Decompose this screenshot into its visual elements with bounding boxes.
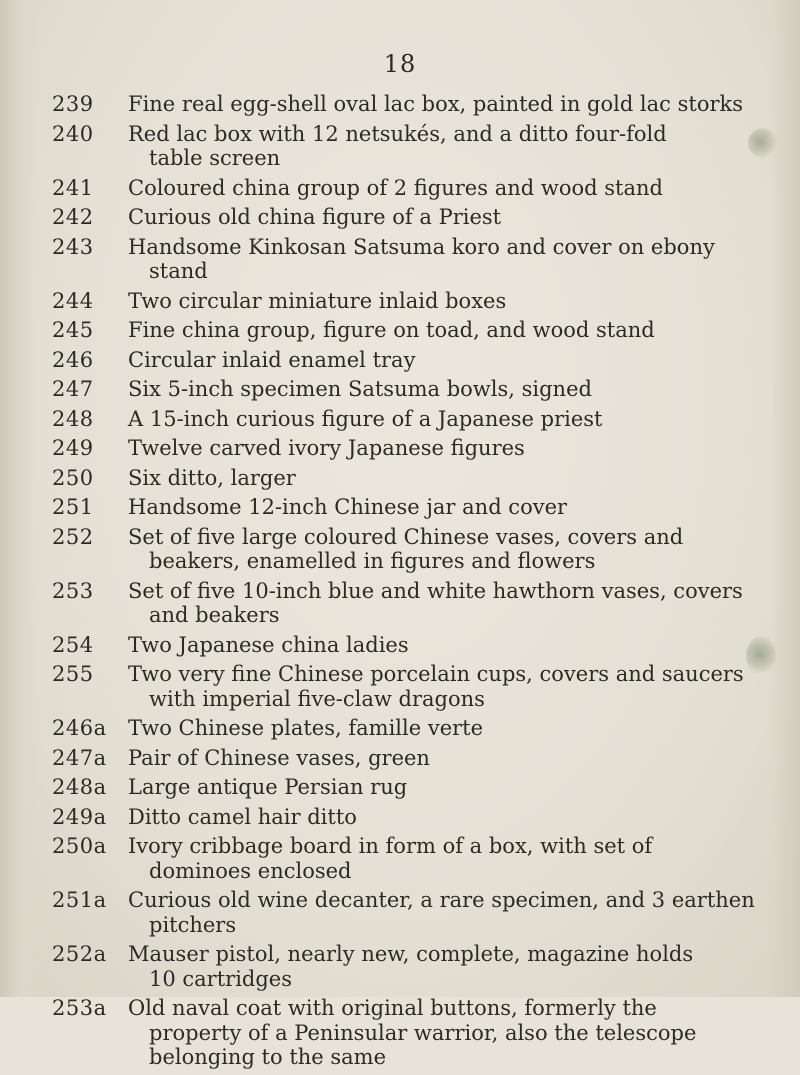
lot-entry: [52, 578, 743, 628]
lot-number: 243: [52, 234, 94, 259]
lot-description: Fine china group, figure on toad, and wood stand: [128, 318, 655, 342]
lot-description: Coloured china group of 2 figures and wood stand: [128, 175, 663, 200]
lot-number: 252: [52, 524, 94, 549]
lot-description: with imperial five-claw dragons: [149, 686, 485, 711]
lot-description: Mauser pistol, nearly new, complete, magazine holds: [128, 942, 694, 966]
lot-number: 255: [52, 662, 94, 686]
lot-description: Set of five 10-inch blue and white hawthorn vases, covers: [128, 578, 743, 603]
lot-entry: [52, 942, 712, 991]
lot-number: 247: [52, 377, 94, 401]
lot-entry: [52, 495, 712, 520]
lot-entry: [52, 318, 712, 343]
lot-description: and beakers: [149, 603, 280, 627]
lot-description: table screen: [149, 146, 281, 170]
lot-description: Pair of Chinese vases, green: [128, 745, 430, 770]
lot-description: Two circular miniature inlaid boxes: [128, 288, 507, 313]
lot-number: 248: [52, 406, 94, 431]
lot-description: A 15-inch curious figure of a Japanese priest: [128, 406, 603, 431]
lot-entry: [52, 289, 712, 314]
lot-number: 253a: [52, 996, 107, 1020]
lot-number: 253: [52, 578, 94, 603]
paper-stain: [746, 636, 776, 676]
lot-description: pitchers: [149, 912, 237, 937]
lot-number: 249: [52, 436, 94, 460]
lot-entry: [52, 234, 715, 284]
lot-description: Large antique Persian rug: [128, 775, 408, 799]
lot-list: [52, 92, 755, 1075]
lot-entry: [52, 436, 712, 461]
lot-number: 240: [52, 121, 94, 146]
lot-entry: [52, 633, 712, 658]
lot-entry: [52, 92, 744, 117]
lot-description: Curious old china figure of a Priest: [128, 205, 502, 229]
lot-entry: [52, 746, 712, 771]
paper-stain: [748, 128, 778, 158]
lot-entry: [52, 176, 712, 201]
lot-number: 251a: [52, 888, 107, 912]
binding-shadow: [0, 0, 38, 997]
lot-entry: [52, 888, 755, 937]
lot-description: Twelve carved ivory Japanese figures: [128, 436, 525, 460]
lot-description: Two Chinese plates, famille verte: [128, 716, 484, 740]
lot-entry: [52, 525, 712, 574]
lot-number: 250: [52, 465, 94, 490]
lot-description: Red lac box with 12 netsukés, and a ditto four-fold: [128, 121, 667, 146]
lot-description: Two Japanese china ladies: [128, 632, 409, 657]
lot-description: Curious old wine decanter, a rare specimen, and 3 earthen: [128, 888, 755, 912]
lot-entry: [52, 407, 712, 432]
lot-entry: [52, 205, 712, 230]
lot-entry: [52, 996, 712, 1070]
lot-number: 245: [52, 318, 94, 342]
lot-number: 247a: [52, 745, 107, 770]
lot-description: Ditto camel hair ditto: [128, 804, 357, 829]
lot-description: 10 cartridges: [149, 966, 293, 991]
lot-description: Set of five large coloured Chinese vases, covers and: [128, 524, 684, 549]
lot-description: Six 5-inch specimen Satsuma bowls, signed: [128, 377, 592, 401]
lot-number: 254: [52, 632, 94, 657]
lot-entry: [52, 122, 712, 171]
lot-entry: [52, 466, 712, 491]
lot-description: Ivory cribbage board in form of a box, with set of: [128, 834, 653, 858]
lot-description: Old naval coat with original buttons, formerly the: [128, 996, 657, 1020]
lot-number: 241: [52, 175, 94, 200]
lot-description: property of a Peninsular warrior, also the telescope: [149, 1020, 697, 1045]
lot-number: 248a: [52, 775, 107, 799]
lot-description: Circular inlaid enamel tray: [128, 347, 416, 372]
lot-entry: [52, 805, 712, 830]
lot-entry: [52, 348, 712, 373]
lot-description: Handsome Kinkosan Satsuma koro and cover on ebony: [128, 234, 715, 259]
lot-description: belonging to the same: [149, 1045, 387, 1069]
lot-entry: [52, 716, 712, 741]
lot-description: Handsome 12-inch Chinese jar and cover: [128, 495, 568, 519]
lot-entry: [52, 834, 712, 883]
lot-number: 242: [52, 205, 94, 229]
lot-number: 246: [52, 347, 94, 372]
lot-description: stand: [149, 259, 208, 283]
lot-entry: [52, 377, 712, 402]
lot-description: beakers, enamelled in figures and flowers: [149, 549, 596, 573]
lot-description: Fine real egg-shell oval lac box, painted in gold lac storks: [128, 92, 744, 116]
lot-number: 239: [52, 92, 94, 116]
lot-description: dominoes enclosed: [149, 858, 352, 883]
lot-number: 249a: [52, 804, 107, 829]
lot-number: 246a: [52, 716, 107, 740]
lot-entry: [52, 775, 712, 800]
lot-number: 251: [52, 495, 94, 519]
page-number: 18: [383, 50, 417, 78]
lot-description: Six ditto, larger: [128, 465, 296, 490]
lot-number: 252a: [52, 942, 107, 966]
lot-entry: [52, 662, 744, 711]
lot-description: Two very fine Chinese porcelain cups, covers and saucers: [128, 662, 744, 686]
lot-number: 250a: [52, 834, 107, 858]
lot-number: 244: [52, 288, 94, 313]
